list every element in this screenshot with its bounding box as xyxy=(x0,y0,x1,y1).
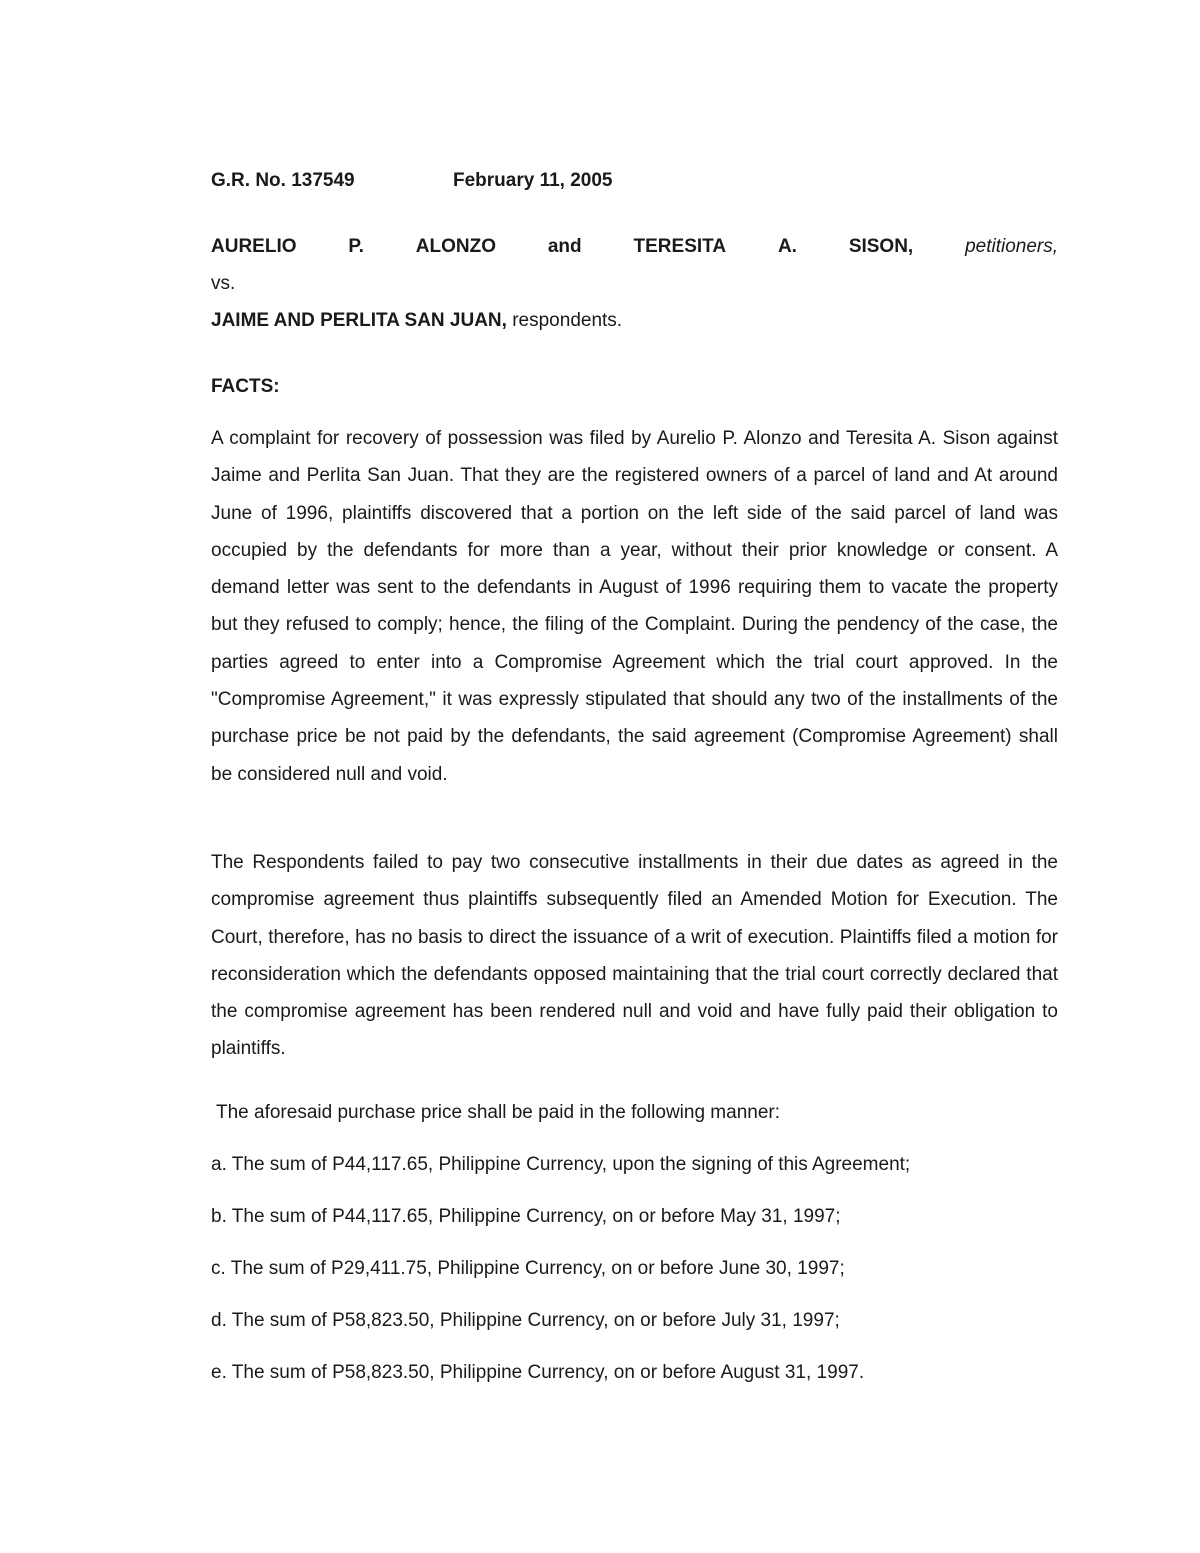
petitioner-2-first: TERESITA xyxy=(633,236,727,257)
payment-schedule-intro: The aforesaid purchase price shall be paid in the following manner: xyxy=(216,1102,780,1123)
payment-item-e: e. The sum of P58,823.50, Philippine Currency, on or before August 31, 1997. xyxy=(211,1362,865,1383)
case-header xyxy=(211,170,613,192)
case-number: G.R. No. 137549 xyxy=(211,170,355,191)
facts-paragraph-2: The Respondents failed to pay two consecutive installments in their due dates as agreed in the compromise agreement thus plaintiffs subsequently filed an Amended Motion for Execution. The Court, therefore, has no basis to direct the issuance of a writ of execution. Plaintiffs filed a motion for reconsideration which the defendants opposed maintaining that the trial court correctly declared that the compromise agreement has been rendered null and void and have fully paid their obligation to plaintiffs. xyxy=(211,852,1058,1060)
petitioner-1-middle: P. xyxy=(348,236,364,257)
payment-schedule xyxy=(211,1094,1058,1406)
petitioner-1-last: ALONZO xyxy=(415,236,496,257)
conjunction: and xyxy=(547,236,582,257)
respondents-line xyxy=(211,310,622,332)
petitioner-1-first: AURELIO xyxy=(211,236,297,257)
facts-heading: FACTS: xyxy=(211,376,280,397)
case-date: February 11, 2005 xyxy=(453,170,613,191)
petitioners-line xyxy=(211,236,1058,258)
versus: vs. xyxy=(211,273,236,294)
payment-item-c: c. The sum of P29,411.75, Philippine Currency, on or before June 30, 1997; xyxy=(211,1258,845,1279)
facts-paragraph-1: A complaint for recovery of possession was filed by Aurelio P. Alonzo and Teresita A. Sison against Jaime and Perlita San Juan. That they are the registered owners of a parcel of land and At around June of 1996, plaintiffs discovered that a portion on the left side of the said parcel of land was occupied by the defendants for more than a year, without their prior knowledge or consent. A demand letter was sent to the defendants in August of 1996 requiring them to vacate the property but they refused to comply; hence, the filing of the Complaint. During the pendency of the case, the parties agreed to enter into a Compromise Agreement which the trial court approved. In the "Compromise Agreement," it was expressly stipulated that should any two of the installments of the purchase price be not paid by the defendants, the said agreement (Compromise Agreement) shall be considered null and void. xyxy=(211,428,1058,785)
respondents-names: JAIME AND PERLITA SAN JUAN, xyxy=(211,310,507,331)
petitioners-label: petitioners, xyxy=(965,236,1059,257)
payment-item-d: d. The sum of P58,823.50, Philippine Currency, on or before July 31, 1997; xyxy=(211,1310,840,1331)
respondents-label: respondents. xyxy=(512,310,623,331)
petitioner-2-last: SISON, xyxy=(848,236,914,257)
petitioner-2-middle: A. xyxy=(777,236,797,257)
payment-item-a: a. The sum of P44,117.65, Philippine Currency, upon the signing of this Agreement; xyxy=(211,1154,911,1175)
payment-item-b: b. The sum of P44,117.65, Philippine Currency, on or before May 31, 1997; xyxy=(211,1206,841,1227)
